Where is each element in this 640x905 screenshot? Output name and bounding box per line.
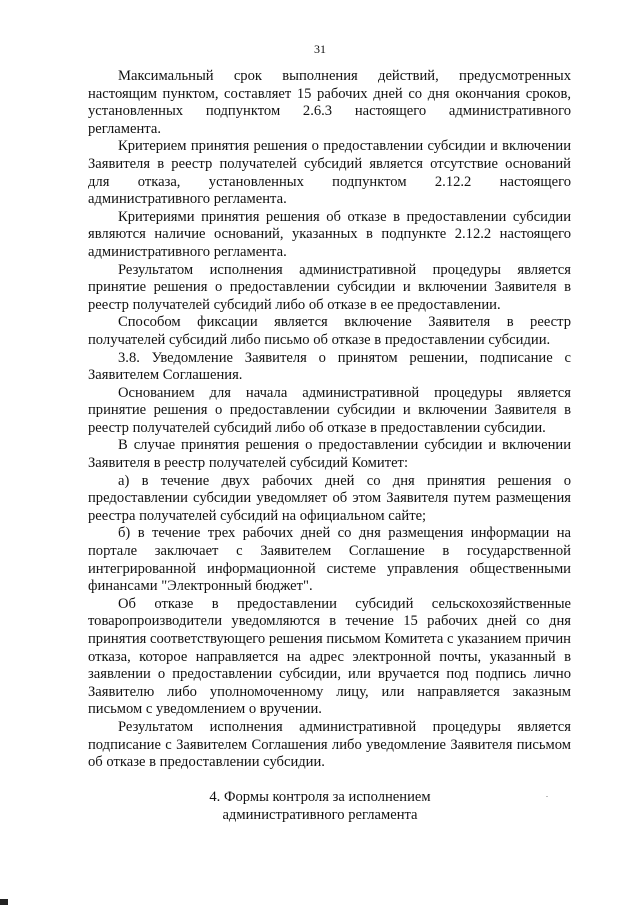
page-number: 31 [314, 42, 326, 56]
paragraph-section-3-8: 3.8. Уведомление Заявителя о принятом решении, подписание с Заявителем Соглашения. [88, 349, 571, 384]
paragraph-item-b: б) в течение трех рабочих дней со дня размещения информации на портале заключает с Заявителем Соглашение в государственной интегрированной информационной системе управления общественными финансами "Электронный бюджет". [88, 525, 571, 595]
paragraph-fixation: Способом фиксации является включение Заявителя в реестр получателей субсидий либо письмо об отказе в предоставлении субсидии. [88, 314, 571, 348]
paragraph-final-result: Результатом исполнения административной процедуры является подписание с Заявителем Соглашения либо уведомление Заявителя письмом об отказе в предоставлении субсидии. [88, 718, 571, 771]
paragraph-max-term: Максимальный срок выполнения действий, предусмотренных настоящим пунктом, составляет 15 рабочих дней со дня окончания сроков, установленных подпунктом 2.6.3 настоящего административного регламента. [88, 68, 571, 137]
paragraph-committee-actions: В случае принятия решения о предоставлении субсидии и включении Заявителя в реестр получателей субсидий Комитет: [88, 437, 571, 472]
scan-edge-mark [0, 899, 8, 905]
paragraph-refusal-notice: Об отказе в предоставлении субсидий сельскохозяйственные товаропроизводители уведомляются в течение 15 рабочих дней со дня принятия соответствующего решения письмом Комитета с указанием причин отказа, которое направляется на адрес электронной почты, указанный в заявлении о предоставлении субсидии, или вручается под подпись лично Заявителю либо уполномоченному лицу, или направляется заказным письмом с уведомлением о вручении. [88, 595, 571, 718]
paragraph-criteria-refusal: Критериями принятия решения об отказе в предоставлении субсидии являются наличие оснований, указанных в подпункте 2.12.2 настоящего административного регламента. [88, 208, 571, 260]
scan-artifact [546, 796, 548, 797]
paragraph-basis: Основанием для начала административной процедуры является принятие решения о предоставлении субсидии и включении Заявителя в реестр получателей субсидий либо об отказе в предоставлении субсидии. [88, 384, 571, 436]
document-body [88, 68, 571, 772]
section-heading-line-2: административного регламента [222, 807, 418, 823]
paragraph-result: Результатом исполнения административной процедуры является принятие решения о предоставлении субсидии и включении Заявителя в реестр получателей субсидий либо об отказе в ее предоставлении. [88, 261, 571, 313]
section-heading-line-1: 4. Формы контроля за исполнением [209, 789, 431, 805]
paragraph-criterion-grant: Критерием принятия решения о предоставлении субсидии и включении Заявителя в реестр получателей субсидий является отсутствие оснований для отказа, установленных подпунктом 2.12.2 настоящего административного регламента. [88, 138, 571, 208]
paragraph-item-a: а) в течение двух рабочих дней со дня принятия решения о предоставлении субсидии уведомляет об этом Заявителя путем размещения реестра получателей субсидий на официальном сайте; [88, 472, 571, 524]
section-heading [0, 788, 640, 824]
